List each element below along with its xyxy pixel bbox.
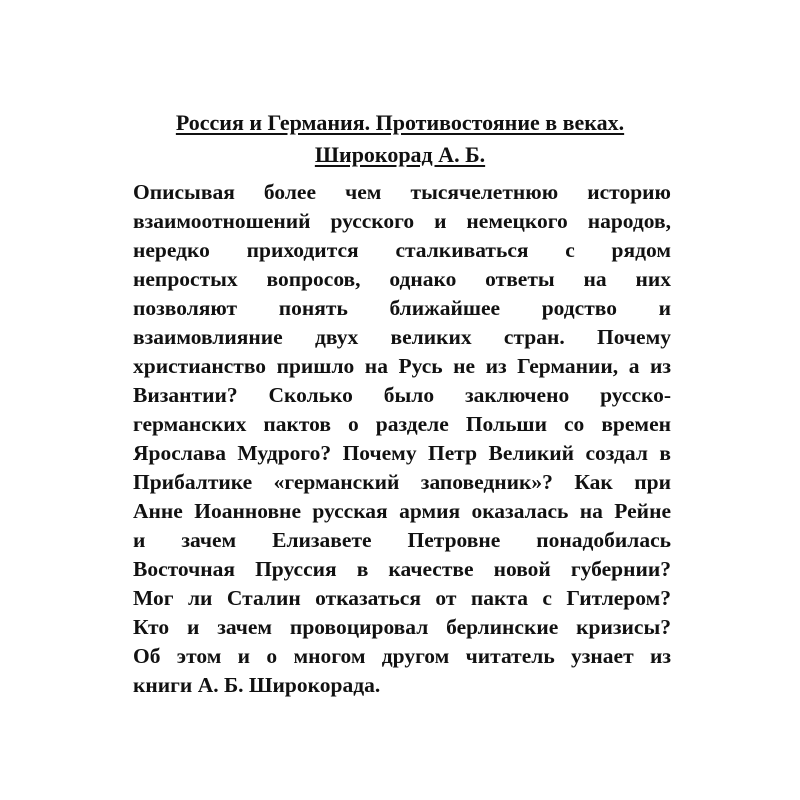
book-author: Широкорад А. Б. [314, 142, 486, 167]
description-line: Мог ли Сталин отказаться от пакта с Гитлером? [133, 586, 671, 610]
description-line: взаимовлияние двух великих стран. Почему [133, 325, 671, 349]
description-line: Восточная Пруссия в качестве новой губернии? [133, 557, 671, 581]
description-line: Анне Иоанновне русская армия оказалась на Рейне [133, 499, 671, 523]
description-line: Прибалтике «германский заповедник»? Как при [133, 470, 671, 494]
description-line: христианство пришло на Русь не из Германии, а из [133, 354, 671, 378]
description-line: книги А. Б. Широкорада. [133, 673, 381, 697]
description-line: Описывая более чем тысячелетнюю историю [133, 180, 671, 204]
description-line: германских пактов о разделе Польши со времен [133, 412, 671, 436]
description-line: нередко приходится сталкиваться с рядом [133, 238, 671, 262]
description-line: Византии? Сколько было заключено русско- [133, 383, 671, 407]
description-line: и зачем Елизавете Петровне понадобилась [133, 528, 671, 552]
description-line: непростых вопросов, однако ответы на них [133, 267, 671, 291]
description-line: взаимоотношений русского и немецкого народов, [133, 209, 671, 233]
description-line: Об этом и о многом другом читатель узнает из [133, 644, 671, 668]
description-line: Кто и зачем провоцировал берлинские кризисы? [133, 615, 671, 639]
book-title: Россия и Германия. Противостояние в веках. [175, 110, 625, 135]
description-line: позволяют понять ближайшее родство и [133, 296, 671, 320]
book-description [133, 178, 671, 700]
description-line: Ярослава Мудрого? Почему Петр Великий создал в [133, 441, 671, 465]
